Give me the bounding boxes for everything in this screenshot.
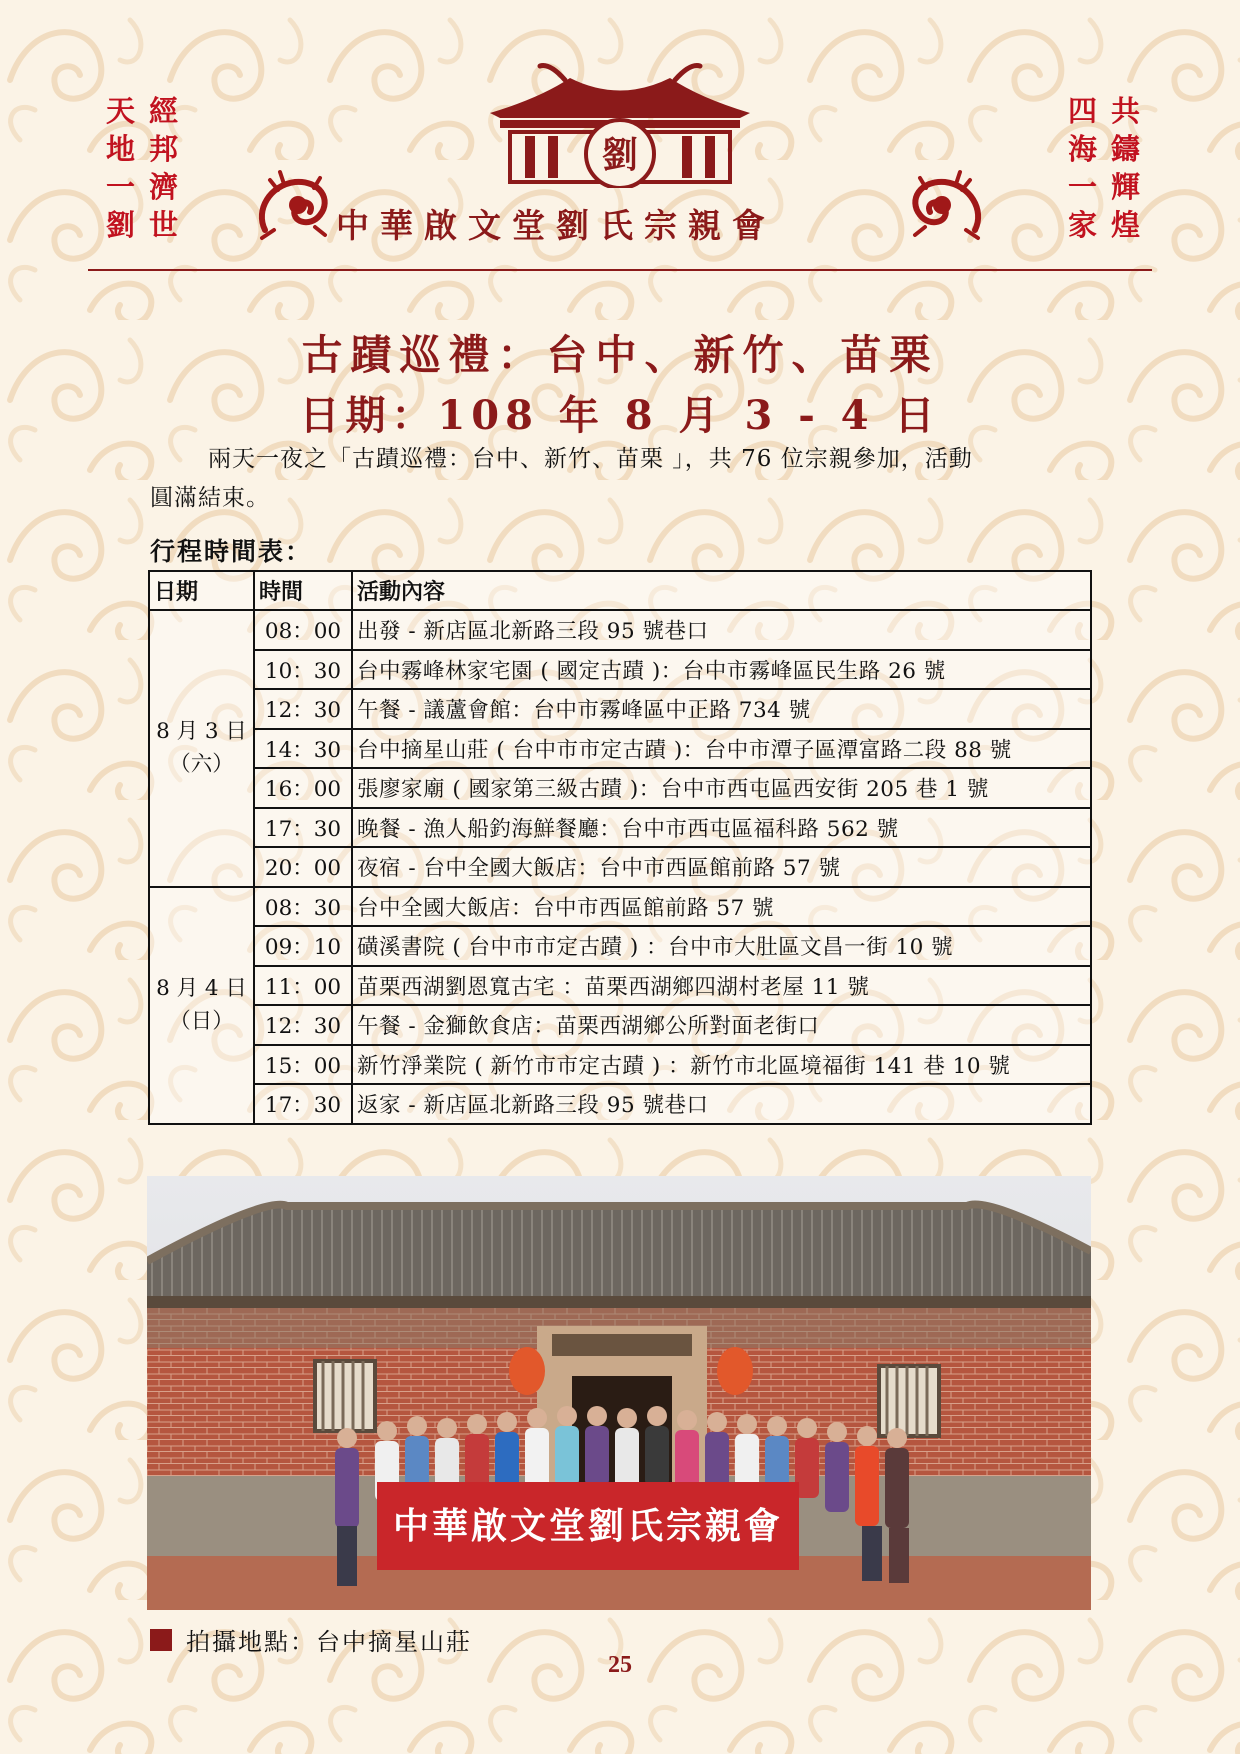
- table-row: [149, 689, 1091, 729]
- couplet-char: 濟: [149, 170, 179, 204]
- activity-cell: 新竹淨業院 ( 新竹市市定古蹟 ) ：新竹市北區境福街 141 巷 10 號: [352, 1045, 1091, 1085]
- org-name: [0, 200, 1240, 247]
- date-text: 8 月 3 日: [156, 719, 247, 745]
- table-row: [149, 926, 1091, 966]
- couplet-char: 一: [1067, 170, 1097, 204]
- time-cell: 08：30: [254, 887, 352, 927]
- schedule-table: [148, 570, 1092, 1125]
- time-cell: 08：00: [254, 610, 352, 650]
- time-cell: 17：30: [254, 808, 352, 848]
- activity-cell: 台中霧峰林家宅園 ( 國定古蹟 )：台中市霧峰區民生路 26 號: [352, 650, 1091, 690]
- couplet-char: 家: [1067, 208, 1097, 242]
- activity-cell: 磺溪書院 ( 台中市市定古蹟 ) ：台中市大肚區文昌一街 10 號: [352, 926, 1091, 966]
- activity-cell: 返家 - 新店區北新路三段 95 號巷口: [352, 1084, 1091, 1124]
- header-divider: [88, 269, 1152, 271]
- intro-line2: 圓滿結束。: [150, 485, 270, 511]
- page-title: 古蹟巡禮：台中、新竹、苗栗: [301, 331, 939, 379]
- couplet-char: 世: [149, 208, 179, 242]
- activity-cell: 台中摘星山莊 ( 台中市市定古蹟 )：台中市潭子區潭富路二段 88 號: [352, 729, 1091, 769]
- time-cell: 09：10: [254, 926, 352, 966]
- date-text: 8 月 4 日: [156, 976, 247, 1001]
- table-header-row: [149, 571, 1091, 610]
- schedule-heading: 行程時間表：: [150, 537, 313, 566]
- time-cell: 17：30: [254, 1084, 352, 1124]
- temple-logo: [470, 58, 770, 188]
- couplet-char: 天: [106, 94, 136, 128]
- table-row: [149, 768, 1091, 808]
- activity-cell: 夜宿 - 台中全國大飯店：台中市西區館前路 57 號: [352, 847, 1091, 887]
- table-row: [149, 966, 1091, 1006]
- time-cell: 16：00: [254, 768, 352, 808]
- table-row: [149, 1084, 1091, 1124]
- caption-text: 拍攝地點：台中摘星山莊: [186, 1628, 472, 1656]
- couplet-char: 海: [1067, 132, 1097, 166]
- activity-cell: 台中全國大飯店：台中市西區館前路 57 號: [352, 887, 1091, 927]
- group-photo-illustration: [147, 1176, 1091, 1610]
- emblem-char: 劉: [601, 134, 639, 176]
- time-cell: 10：30: [254, 650, 352, 690]
- activity-cell: 苗栗西湖劉恩寬古宅 ：苗栗西湖鄉四湖村老屋 11 號: [352, 966, 1091, 1006]
- table-row: [149, 887, 1091, 927]
- weekday-text: （六）: [169, 752, 234, 778]
- activity-cell: 出發 - 新店區北新路三段 95 號巷口: [352, 610, 1091, 650]
- page-date-title: 日期：108 年 8 月 3 - 4 日: [299, 392, 941, 439]
- couplet-char: 劉: [106, 208, 136, 242]
- couplet-char: 輝: [1110, 170, 1140, 204]
- couplet-char: 一: [106, 170, 136, 204]
- table-row: [149, 610, 1091, 650]
- org-name-text: 中華啟文堂劉氏宗親會: [336, 206, 776, 245]
- banner-text: 中華啟文堂劉氏宗親會: [392, 1505, 784, 1547]
- table-row: [149, 808, 1091, 848]
- date-cell-day1: [149, 610, 254, 887]
- couplet-char: 經: [149, 94, 179, 128]
- activity-cell: 午餐 - 議蘆會館：台中市霧峰區中正路 734 號: [352, 689, 1091, 729]
- activity-cell: 晚餐 - 漁人船釣海鮮餐廳：台中市西屯區福科路 562 號: [352, 808, 1091, 848]
- time-cell: 12：30: [254, 1005, 352, 1045]
- couplet-char: 四: [1067, 94, 1097, 128]
- page-number: 25: [608, 1652, 632, 1678]
- couplet-char: 煌: [1110, 208, 1140, 242]
- table-row: [149, 1045, 1091, 1085]
- time-cell: 15：00: [254, 1045, 352, 1085]
- time-cell: 20：00: [254, 847, 352, 887]
- time-cell: 11：00: [254, 966, 352, 1006]
- couplet-char: 邦: [149, 132, 179, 166]
- intro-paragraph: [150, 440, 1100, 518]
- table-row: [149, 729, 1091, 769]
- time-cell: 14：30: [254, 729, 352, 769]
- intro-line1: 兩天一夜之「古蹟巡禮：台中、新竹、苗栗 」，共 76 位宗親參加，活動: [208, 446, 973, 472]
- activity-cell: 張廖家廟 ( 國家第三級古蹟 )：台中市西屯區西安街 205 巷 1 號: [352, 768, 1091, 808]
- col-header-activity: 活動內容: [352, 571, 1091, 610]
- table-row: [149, 1005, 1091, 1045]
- table-row: [149, 847, 1091, 887]
- table-row: [149, 650, 1091, 690]
- activity-cell: 午餐 - 金獅飲食店：苗栗西湖鄉公所對面老街口: [352, 1005, 1091, 1045]
- date-cell-day2: [149, 887, 254, 1124]
- couplet-char: 共: [1110, 94, 1140, 128]
- couplet-char: 鑄: [1110, 132, 1140, 166]
- time-cell: 12：30: [254, 689, 352, 729]
- weekday-text: （日）: [169, 1009, 234, 1034]
- couplet-char: 地: [106, 132, 136, 166]
- group-photo: [147, 1176, 1091, 1610]
- col-header-time: 時間: [254, 571, 352, 610]
- col-header-date: 日期: [149, 571, 254, 610]
- caption-marker-icon: [150, 1629, 172, 1651]
